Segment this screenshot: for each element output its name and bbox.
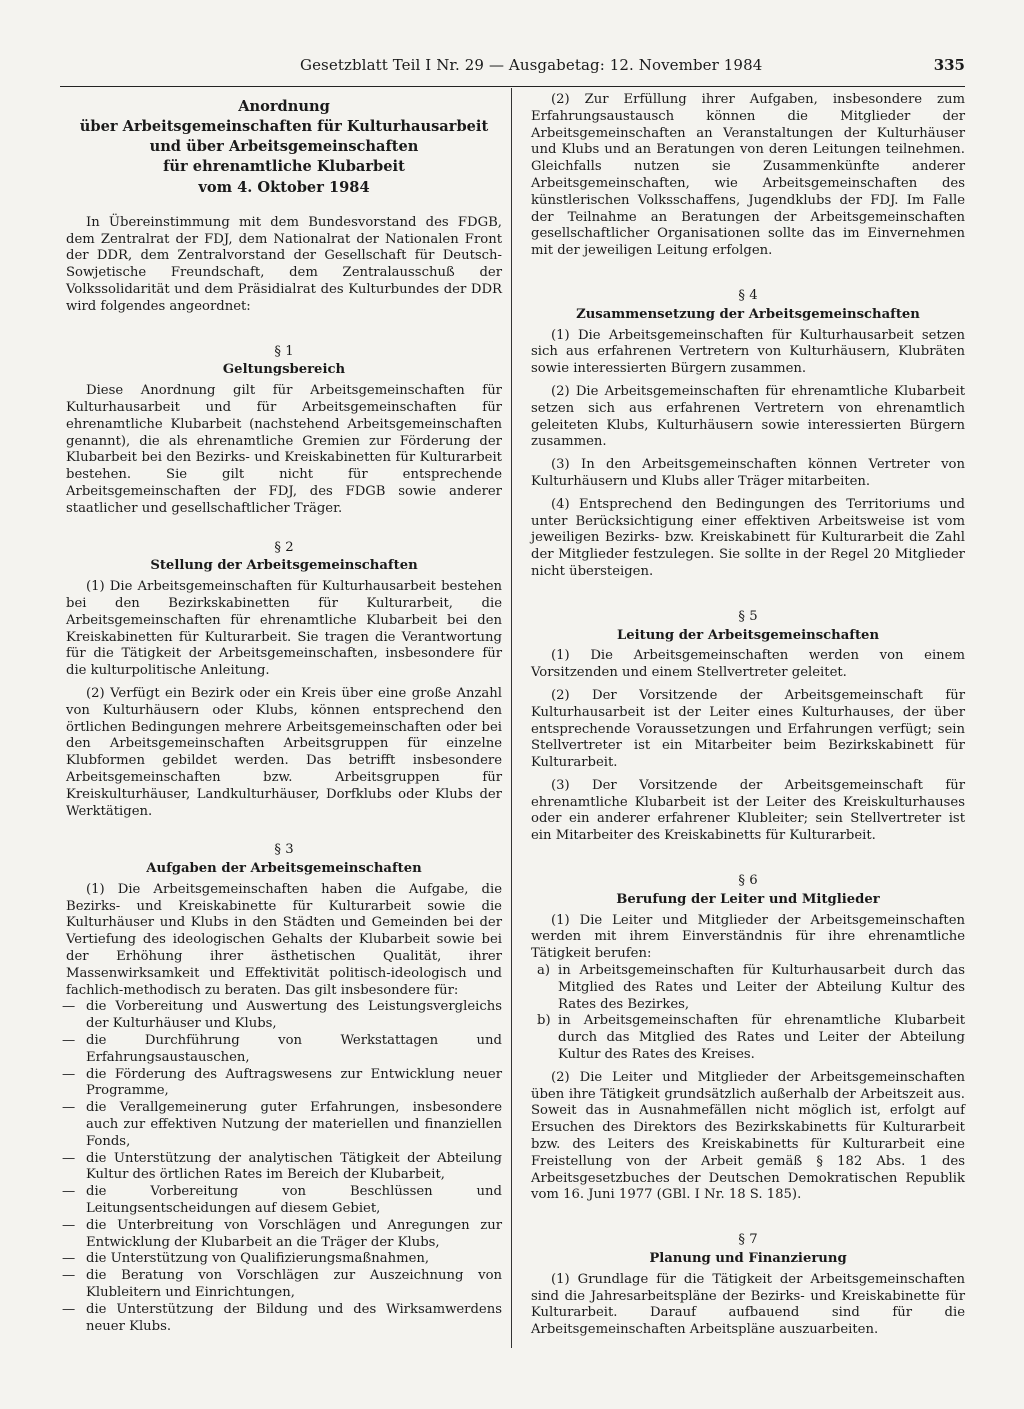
page-number: 335 bbox=[933, 56, 965, 74]
paragraph: (2) Die Leiter und Mitglieder der Arbeitsgemeinschaften üben ihre Tätigkeit grundsätzlich außerhalb der Arbeitszeit aus. Soweit das in Ausnahmefällen nicht möglich ist, erfolgt auf Ersuchen des Direktors des Bezirkskabinetts für Kulturarbeit bzw. des Leiters des Kreiskabinetts für Kulturarbeit eine Freistellung von der Arbeit gemäß § 182 Abs. 1 des Arbeitsgesetzbuches der Deutschen Demokratischen Republik vom 16. Juni 1977 (GBl. I Nr. 18 S. 185). bbox=[531, 1069, 965, 1203]
page-header bbox=[300, 56, 965, 82]
list-item bbox=[62, 1066, 502, 1101]
dash-mark: — bbox=[62, 999, 76, 1015]
list-item bbox=[62, 1150, 502, 1185]
section-heading: Zusammensetzung der Arbeitsgemeinschaften bbox=[576, 306, 920, 322]
section-heading: Planung und Finanzierung bbox=[649, 1251, 847, 1267]
dash-mark: — bbox=[62, 1251, 76, 1267]
list-item bbox=[62, 999, 502, 1033]
paragraph: (2) Die Arbeitsgemeinschaften für ehrenamtliche Klubarbeit setzen sich aus erfahrenen Vertretern von ehrenamtlich geleiteten Klubs, Kulturhäusern sowie interessierten Bürgern zusammen. bbox=[531, 383, 965, 450]
section-number: § 5 bbox=[738, 608, 758, 624]
document-date: vom 4. Oktober 1984 bbox=[198, 179, 370, 196]
list-item-text: die Vorbereitung von Beschlüssen und Leitungsentscheidungen auf diesem Gebiet, bbox=[86, 1184, 502, 1217]
section-heading: Geltungsbereich bbox=[222, 362, 346, 378]
left-column bbox=[62, 92, 502, 1335]
list-marker: a) bbox=[537, 963, 551, 979]
appointment-list bbox=[531, 963, 965, 1064]
title-line: über Arbeitsgemeinschaften für Kulturhausarbeit bbox=[79, 118, 489, 135]
list-item-text: die Unterstützung von Qualifizierungsmaßnahmen, bbox=[86, 1251, 430, 1267]
paragraph: (2) Der Vorsitzende der Arbeitsgemeinschaft für Kulturhausarbeit ist der Leiter eines Kulturhauses, der über entsprechende Voraussetzungen und Erfahrungen verfügt; sein Stellvertreter ist ein Mitarbeiter beim Bezirkskabinett für Kulturarbeit. bbox=[531, 687, 965, 771]
list-item-text: die Durchführung von Werkstattagen und Erfahrungsaustauschen, bbox=[86, 1033, 502, 1065]
list-item bbox=[62, 1301, 502, 1336]
gazette-title: Gesetzblatt Teil I Nr. 29 — Ausgabetag: 12. November 1984 bbox=[300, 56, 763, 74]
paragraph: (1) Grundlage für die Tätigkeit der Arbeitsgemeinschaften sind die Jahresarbeitspläne der Bezirks- und Kreiskabinette für Kulturarbeit. Darauf aufbauend sind für die Arbeitsgemeinschaften Arbeitspläne auszuarbeiten. bbox=[531, 1271, 965, 1338]
section-number: § 7 bbox=[738, 1232, 758, 1248]
section-number: § 3 bbox=[274, 842, 294, 858]
dash-mark: — bbox=[62, 1184, 76, 1200]
list-item bbox=[62, 1268, 502, 1302]
dash-mark: — bbox=[62, 1150, 76, 1166]
list-item-text: die Förderung des Auftragswesens zur Entwicklung neuer Programme, bbox=[86, 1066, 502, 1099]
section-number: § 2 bbox=[274, 539, 294, 555]
document-title bbox=[66, 97, 502, 177]
list-item bbox=[62, 1184, 502, 1218]
header-rule bbox=[60, 86, 965, 87]
paragraph: (3) Der Vorsitzende der Arbeitsgemeinschaft für ehrenamtliche Klubarbeit ist der Leiter des Kreiskulturhauses oder ein anderer erfahrener Klubleiter; sein Stellvertreter ist ein Mitarbeiter des Kreiskabinetts für Kulturarbeit. bbox=[531, 777, 965, 844]
list-item bbox=[62, 1033, 502, 1067]
paragraph: (4) Entsprechend den Bedingungen des Territoriums und unter Berücksichtigung einer effektiven Arbeitsweise ist vom jeweiligen Bezirks- bzw. Kreiskabinett für Kulturarbeit die Zahl der Mitglieder festzulegen. Sie sollte in der Regel 20 Mitglieder nicht übersteigen. bbox=[531, 496, 965, 579]
section-heading: Stellung der Arbeitsgemeinschaften bbox=[150, 558, 418, 574]
list-item bbox=[62, 1251, 502, 1268]
title-line: Anordnung bbox=[238, 98, 330, 115]
dash-mark: — bbox=[62, 1217, 76, 1233]
title-line: für ehrenamtliche Klubarbeit bbox=[163, 158, 405, 175]
section-heading: Berufung der Leiter und Mitglieder bbox=[616, 891, 880, 907]
paragraph: (2) Zur Erfüllung ihrer Aufgaben, insbesondere zum Erfahrungsaustausch können die Mitglieder der Arbeitsgemeinschaften an Veranstaltungen der Kulturhäuser und Klubs und an Beratungen von deren Leitungen teilnehmen. Gleichfalls nutzen sie Zusammenkünfte anderer Arbeitsgemeinschaften, wie Arbeitsgemeinschaften des künstlerischen Volksschaffens, Jugendklubs der FDJ. Im Falle der Teilnahme an Beratungen der Arbeitsgemeinschaften gesellschaftlicher Organisationen sollte das im Einvernehmen mit der jeweiligen Leitung erfolgen. bbox=[531, 92, 965, 259]
paragraph: (2) Verfügt ein Bezirk oder ein Kreis über eine große Anzahl von Kulturhäusern oder Klubs, können entsprechend den örtlichen Bedingungen mehrere Arbeitsgemeinschaften oder bei den Arbeitsgemeinschaften Arbeitsgruppen für einzelne Klubformen gebildet werden. Das betrifft insbesondere Arbeitsgemeinschaften bzw. Arbeitsgruppen für Kreiskulturhäuser, Landkulturhäuser, Dorfklubs oder Klubs der Werktätigen. bbox=[66, 685, 502, 819]
paragraph: Diese Anordnung gilt für Arbeitsgemeinschaften für Kulturhausarbeit und für Arbeitsgemeinschaften für ehrenamtliche Klubarbeit (nachstehend Arbeitsgemeinschaften genannt), die als ehrenamtliche Gremien zur Förderung der Klubarbeit bei den Bezirks- und Kreiskabinetten für Kulturarbeit bestehen. Sie gilt nicht für entsprechende Arbeitsgemeinschaften der FDJ, des FDGB sowie anderer staatlicher und gesellschaftlicher Träger. bbox=[66, 383, 502, 516]
list-item-text: die Verallgemeinerung guter Erfahrungen, insbesondere auch zur effektiven Nutzung der materiellen und finanziellen Fonds, bbox=[86, 1100, 502, 1149]
list-item bbox=[531, 963, 965, 1013]
section-number: § 6 bbox=[738, 873, 758, 889]
list-item-text: in Arbeitsgemeinschaften für Kulturhausarbeit durch das Mitglied des Rates und Leiter der Abteilung Kultur des Rates des Bezirkes, bbox=[558, 963, 965, 1012]
dash-mark: — bbox=[62, 1100, 76, 1116]
title-line: und über Arbeitsgemeinschaften bbox=[149, 138, 419, 155]
section-number: § 4 bbox=[738, 287, 758, 303]
section-number: § 1 bbox=[274, 343, 294, 359]
column-divider bbox=[511, 88, 512, 1348]
paragraph: (1) Die Arbeitsgemeinschaften werden von einem Vorsitzenden und einem Stellvertreter geleitet. bbox=[531, 648, 965, 681]
paragraph: (3) In den Arbeitsgemeinschaften können Vertreter von Kulturhäusern und Klubs aller Träger mitarbeiten. bbox=[531, 457, 965, 489]
list-item bbox=[62, 1100, 502, 1150]
dash-mark: — bbox=[62, 1033, 76, 1049]
paragraph: (1) Die Arbeitsgemeinschaften für Kulturhausarbeit setzen sich aus erfahrenen Vertretern von Kulturhäusern, Klubräten sowie interessierten Bürgern zusammen. bbox=[531, 327, 965, 377]
list-item-text: die Beratung von Vorschlägen zur Auszeichnung von Klubleitern und Einrichtungen, bbox=[86, 1268, 502, 1301]
section-heading: Leitung der Arbeitsgemeinschaften bbox=[616, 627, 880, 643]
dash-mark: — bbox=[62, 1066, 76, 1082]
section-heading: Aufgaben der Arbeitsgemeinschaften bbox=[146, 861, 422, 877]
list-item-text: die Unterbreitung von Vorschlägen und Anregungen zur Entwicklung der Klubarbeit an die Träger der Klubs, bbox=[86, 1217, 502, 1250]
list-marker: b) bbox=[537, 1013, 551, 1029]
list-item-text: die Vorbereitung und Auswertung des Leistungsvergleichs der Kulturhäuser und Klubs, bbox=[86, 999, 502, 1032]
dash-mark: — bbox=[62, 1268, 76, 1284]
preamble: In Übereinstimmung mit dem Bundesvorstand des FDGB, dem Zentralrat der FDJ, dem Nationalrat der Nationalen Front der DDR, dem Zentralvorstand der Gesellschaft für Deutsch-Sowjetische Freundschaft, dem Zentralausschuß der Volkssolidarität und dem Präsidialrat des Kulturbundes der DDR wird folgendes angeordnet: bbox=[66, 214, 502, 314]
list-item-text: die Unterstützung der Bildung und des Wirksamwerdens neuer Klubs. bbox=[86, 1301, 502, 1334]
list-item bbox=[62, 1217, 502, 1252]
paragraph: (1) Die Leiter und Mitglieder der Arbeitsgemeinschaften werden mit ihrem Einverständnis für ihre ehrenamtliche Tätigkeit berufen: bbox=[531, 912, 965, 962]
list-item-text: die Unterstützung der analytischen Tätigkeit der Abteilung Kultur des örtlichen Rates im Bereich der Klubarbeit, bbox=[86, 1150, 502, 1183]
paragraph: (1) Die Arbeitsgemeinschaften haben die Aufgabe, die Bezirks- und Kreiskabinette für Kulturarbeit sowie die Kulturhäuser und Klubs in den Städten und Gemeinden bei der Vertiefung des ideologischen Gehalts der Klubarbeit sowie bei der Erhöhung ihrer ästhetischen Qualität, ihrer Massenwirksamkeit und Effektivität politisch-ideologisch und fachlich-methodisch zu beraten. Das gilt insbesondere für: bbox=[66, 881, 502, 998]
list-item-text: in Arbeitsgemeinschaften für ehrenamtliche Klubarbeit durch das Mitglied des Rates und Leiter der Abteilung Kultur des Rates des Kreises. bbox=[558, 1013, 965, 1063]
dash-mark: — bbox=[62, 1301, 76, 1317]
task-list bbox=[62, 999, 502, 1335]
list-item bbox=[531, 1013, 965, 1063]
paragraph: (1) Die Arbeitsgemeinschaften für Kulturhausarbeit bestehen bei den Bezirkskabinetten für Kulturarbeit, die Arbeitsgemeinschaften für ehrenamtliche Klubarbeit bei den Kreiskabinetten für Kulturarbeit. Sie tragen die Verantwortung für die Tätigkeit der Arbeitsgemeinschaften, insbesondere für die kulturpolitische Anleitung. bbox=[66, 579, 502, 679]
right-column bbox=[531, 92, 965, 1339]
